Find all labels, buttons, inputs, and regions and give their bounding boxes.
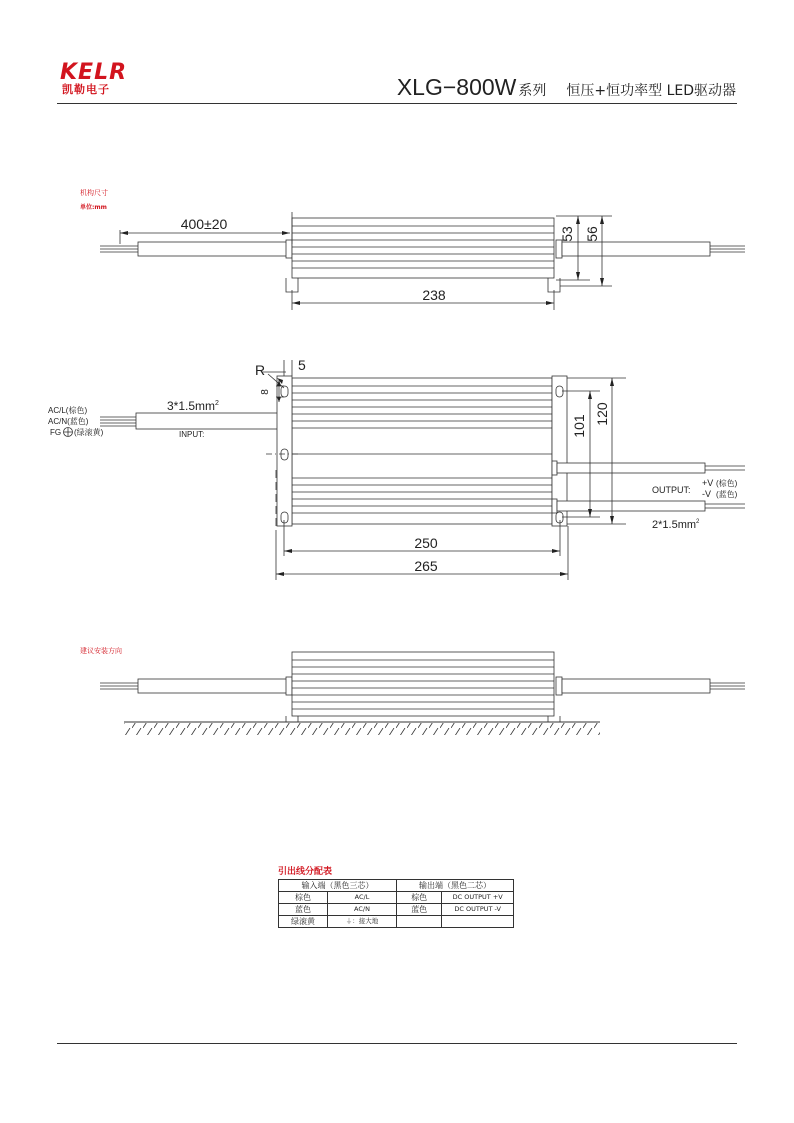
output-label: OUTPUT: <box>652 485 691 495</box>
case-length-dim: 238 <box>422 287 446 303</box>
ac-n-label: AC/N(蓝色) <box>48 417 89 426</box>
table-cell: AC/L <box>328 892 397 904</box>
pin-assignment-table <box>278 864 514 928</box>
footer-divider <box>57 1043 737 1044</box>
fg-label: FG <box>50 428 62 437</box>
pin-table-title: 引出线分配表 <box>278 867 333 877</box>
input-cable-spec: $3*1.5mm^2$ <box>167 399 219 413</box>
input-header: 输入端（黑色三芯） <box>279 880 397 892</box>
table-row <box>279 916 514 928</box>
top-view <box>64 360 746 580</box>
input-label: INPUT: <box>179 430 205 439</box>
table-cell: DC OUTPUT +V <box>442 892 514 904</box>
table-cell: ⏚：接大地 <box>328 916 397 928</box>
table-cell: 棕色 <box>397 892 442 904</box>
ac-l-label: AC/L(棕色) <box>48 406 88 415</box>
dim-8: 8 <box>260 389 271 395</box>
height-outer-dim: 56 <box>584 226 600 242</box>
v-minus-color: (蓝色) <box>716 490 738 499</box>
ground-hatch <box>124 723 600 735</box>
v-minus-label: -V <box>702 489 711 499</box>
table-cell: DC OUTPUT -V <box>442 904 514 916</box>
series-label: 系列 <box>518 83 547 99</box>
cable-length-dim: 400±20 <box>180 216 228 232</box>
table-header-row <box>279 880 514 892</box>
v-plus-color: (棕色) <box>716 479 738 488</box>
fg-color-label: (绿滚黄) <box>74 428 104 437</box>
table-cell <box>397 916 442 928</box>
table-row <box>279 892 514 904</box>
height-inner-dim: 53 <box>559 226 575 242</box>
table-cell: 蓝色 <box>397 904 442 916</box>
section-title: 机构尺寸 <box>80 189 108 197</box>
length-inner-dim: 250 <box>414 535 438 551</box>
output-header: 输出端（黑色二芯） <box>397 880 514 892</box>
unit-label: 单位:mm <box>80 204 107 211</box>
width-inner-dim: 101 <box>571 414 587 438</box>
pin-table <box>278 879 514 928</box>
width-outer-dim: 120 <box>594 402 610 426</box>
dim-5: 5 <box>298 357 306 373</box>
brand-name: KELR <box>60 60 128 85</box>
install-view <box>100 652 745 722</box>
table-row <box>279 904 514 916</box>
table-cell: 蓝色 <box>279 904 328 916</box>
install-direction-title: 建议安装方向 <box>80 647 122 655</box>
output-cable-spec: $2*1.5mm^2$ <box>652 519 700 531</box>
brand-subtitle: 凯勒电子 <box>62 83 110 96</box>
product-description: 恒压+恒功率型 LED驱动器 <box>566 83 736 99</box>
table-cell: 绿滚黄 <box>279 916 328 928</box>
length-outer-dim: 265 <box>414 558 438 574</box>
model-name: XLG−800W <box>396 74 517 100</box>
v-plus-label: +V <box>702 478 714 488</box>
table-cell <box>442 916 514 928</box>
table-cell: AC/N <box>328 904 397 916</box>
table-cell: 棕色 <box>279 892 328 904</box>
radius-label: R <box>255 362 266 378</box>
